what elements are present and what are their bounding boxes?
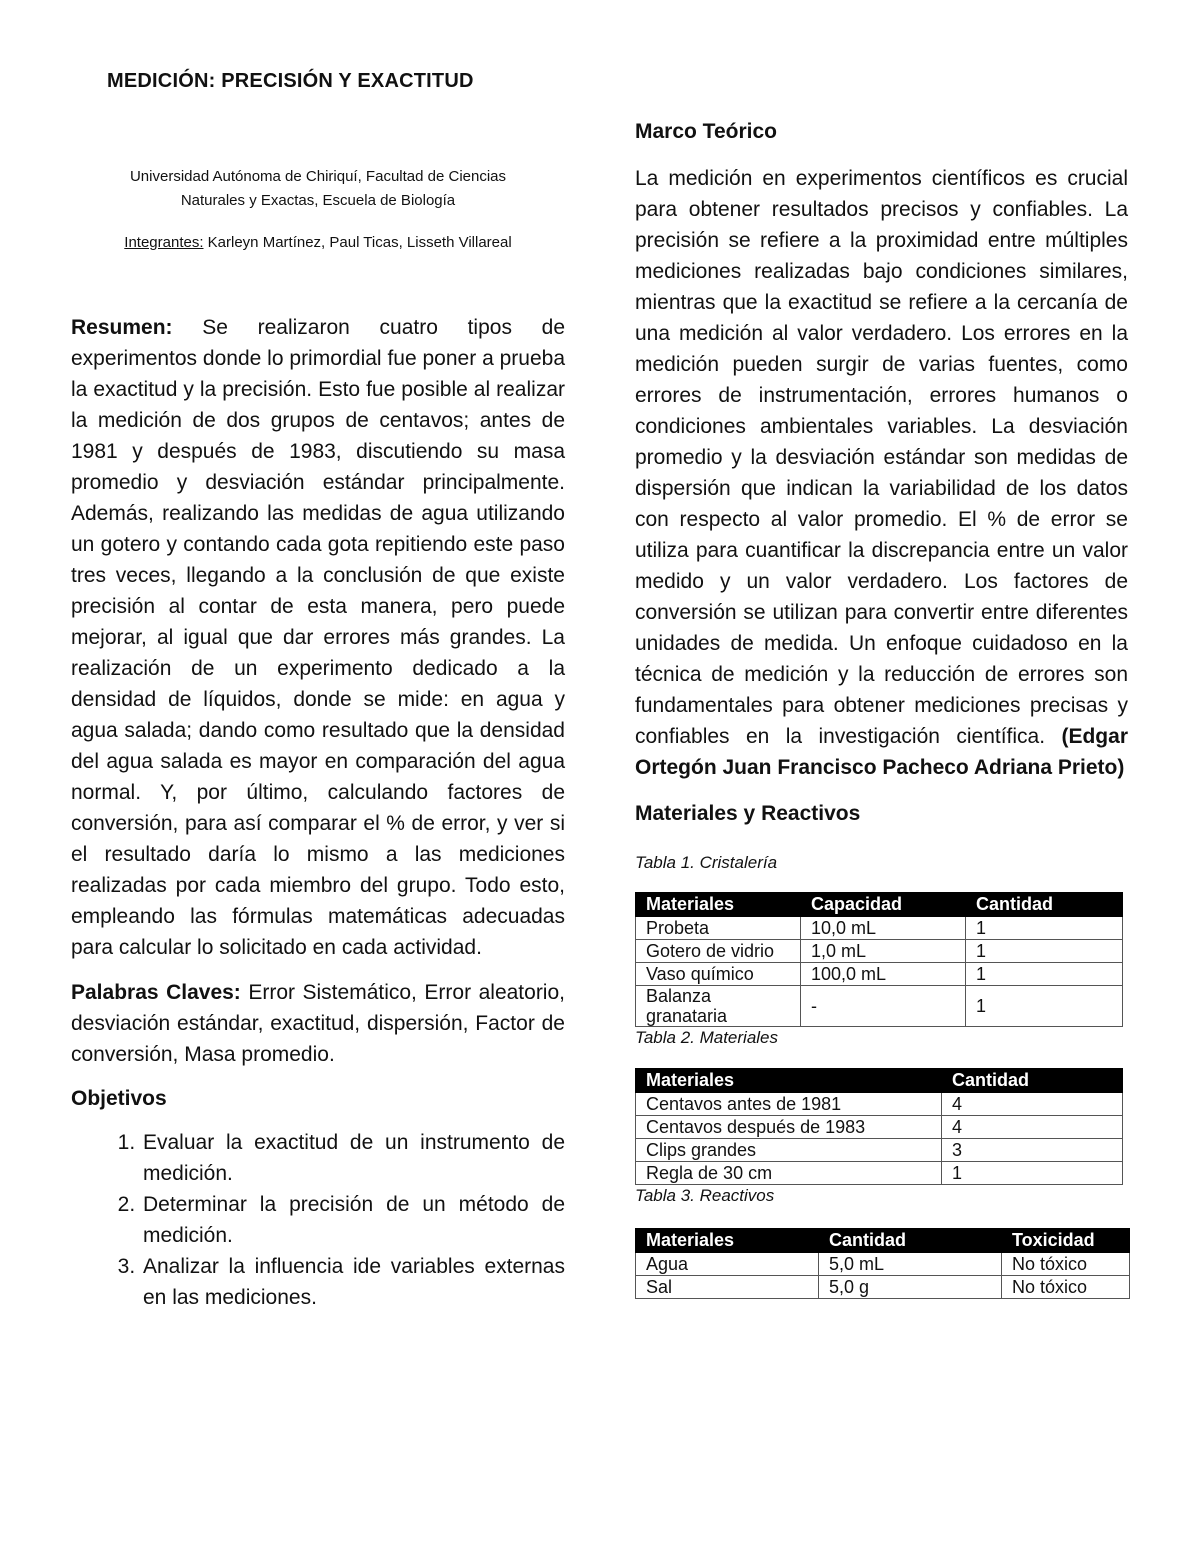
table1-caption: Tabla 1. Cristalería <box>635 853 778 872</box>
table-row <box>636 963 1123 986</box>
table-row <box>636 940 1123 963</box>
objectives-heading: Objetivos <box>71 1087 167 1110</box>
abstract-text: Se realizaron cuatro tipos de experimentos donde lo primordial fue poner a prueba la exactitud y la precisión. Esto fue posible al realizar la medición de dos grupos de centavos; antes de 1981 y después de 1983, discutiendo su masa promedio y desviación estándar principalmente. Además, realizando las medidas de agua utilizando un gotero y contando cada gota repitiendo este paso tres veces, llegando a la conclusión de que existe precisión al contar de esta manera, pero puede mejorar, al igual que dar errores más grandes. La realización de un experimento dedicado a la densidad de líquidos, donde se mide: en agua y agua salada; dando como resultado que la densidad del agua salada es mayor en comparación del agua normal. Y, por último, calculando factores de conversión, para así comparar el % de error, y ver si el resultado daría lo mismo a las mediciones realizadas por cada miembro del grupo. Todo esto, empleando las fórmulas matemáticas adecuadas para calcular lo solicitado en cada actividad. <box>71 316 565 959</box>
table-cell: 4 <box>942 1116 1123 1139</box>
table-cell: Probeta <box>636 917 801 940</box>
theory-text <box>635 163 1128 783</box>
table-cell: Agua <box>636 1253 819 1276</box>
table-cell: 1 <box>966 986 1123 1027</box>
theory-heading: Marco Teórico <box>635 120 777 143</box>
affiliation-line-2: Naturales y Exactas, Escuela de Biología <box>180 192 456 209</box>
table-cell: 4 <box>942 1093 1123 1116</box>
paper-title: MEDICIÓN: PRECISIÓN Y EXACTITUD <box>107 70 474 92</box>
table-row <box>636 986 1123 1027</box>
table-header: Capacidad <box>801 893 966 917</box>
materials-table <box>635 1068 1123 1185</box>
table-header-row <box>636 893 1123 917</box>
table-cell: No tóxico <box>1002 1276 1130 1299</box>
abstract-label: Resumen: <box>71 316 173 339</box>
table-cell: Centavos antes de 1981 <box>636 1093 942 1116</box>
table-header: Materiales <box>636 1069 942 1093</box>
objectives-list <box>71 1127 565 1313</box>
objective-item: 2. Determinar la precisión de un método de medición. <box>141 1189 565 1251</box>
table-row <box>636 1116 1123 1139</box>
table-cell: 10,0 mL <box>801 917 966 940</box>
table3-caption: Tabla 3. Reactivos <box>635 1186 775 1205</box>
members-label: Integrantes: <box>124 234 204 251</box>
table-header: Toxicidad <box>1002 1229 1130 1253</box>
affiliation-line-1: Universidad Autónoma de Chiriquí, Facultad de Ciencias <box>129 168 507 185</box>
reagents-table <box>635 1228 1130 1299</box>
table-cell: Gotero de vidrio <box>636 940 801 963</box>
table-row <box>636 917 1123 940</box>
abstract <box>71 312 565 963</box>
table-cell: 5,0 mL <box>819 1253 1002 1276</box>
members-line <box>71 234 565 251</box>
table-header: Materiales <box>636 893 801 917</box>
table-row <box>636 1093 1123 1116</box>
table-cell: Sal <box>636 1276 819 1299</box>
table-header: Materiales <box>636 1229 819 1253</box>
table-cell: 1,0 mL <box>801 940 966 963</box>
table-cell: Regla de 30 cm <box>636 1162 942 1185</box>
table-cell: 100,0 mL <box>801 963 966 986</box>
table-cell: 1 <box>966 963 1123 986</box>
glassware-table <box>635 892 1123 1027</box>
table-cell: 1 <box>966 917 1123 940</box>
table-cell: - <box>801 986 966 1027</box>
table-row <box>636 1162 1123 1185</box>
table-row <box>636 1139 1123 1162</box>
table-cell: 1 <box>942 1162 1123 1185</box>
affiliation <box>71 165 565 213</box>
table-cell: 1 <box>966 940 1123 963</box>
table-cell: 5,0 g <box>819 1276 1002 1299</box>
left-column <box>71 70 565 1313</box>
table-header: Cantidad <box>942 1069 1123 1093</box>
table-row <box>636 1253 1130 1276</box>
members-names: Karleyn Martínez, Paul Ticas, Lisseth Villareal <box>203 234 512 251</box>
table-cell: 3 <box>942 1139 1123 1162</box>
table-header: Cantidad <box>966 893 1123 917</box>
theory-body: La medición en experimentos científicos es crucial para obtener resultados precisos y confiables. La precisión se refiere a la proximidad entre múltiples mediciones realizadas bajo condiciones similares, mientras que la exactitud se refiere a la cercanía de una medición al valor verdadero. Los errores en la medición pueden surgir de varias fuentes, como errores de instrumentación, errores humanos o condiciones ambientales variables. La desviación promedio y la desviación estándar son medidas de dispersión que indican la variabilidad de los datos con respecto al valor promedio. El % de error se utiliza para cuantificar la discrepancia entre un valor medido y un valor verdadero. Los factores de conversión se utilizan para convertir entre diferentes unidades de medida. Un enfoque cuidadoso en la técnica de medición y la reducción de errores son fundamentales para obtener mediciones precisas y confiables en la investigación científica. <box>635 167 1128 748</box>
keywords <box>71 977 565 1070</box>
table-row <box>636 1276 1130 1299</box>
table2-caption: Tabla 2. Materiales <box>635 1028 779 1047</box>
table-header-row <box>636 1229 1130 1253</box>
table-cell: Centavos después de 1983 <box>636 1116 942 1139</box>
table-cell: No tóxico <box>1002 1253 1130 1276</box>
materials-heading: Materiales y Reactivos <box>635 802 861 825</box>
table-header: Cantidad <box>819 1229 1002 1253</box>
objective-item: 1. Evaluar la exactitud de un instrumento de medición. <box>141 1127 565 1189</box>
keywords-label: Palabras Claves: <box>71 981 241 1004</box>
table-header-row <box>636 1069 1123 1093</box>
right-column <box>635 116 1128 1299</box>
table-cell: Vaso químico <box>636 963 801 986</box>
table-cell: Clips grandes <box>636 1139 942 1162</box>
theory-citation: (Edgar Ortegón Juan Francisco Pacheco Adriana Prieto) <box>635 725 1128 779</box>
table-cell: Balanza granataria <box>636 986 801 1027</box>
keywords-text: Error Sistemático, Error aleatorio, desviación estándar, exactitud, dispersión, Factor de conversión, Masa promedio. <box>71 981 565 1066</box>
objective-item: 3. Analizar la influencia ide variables externas en las mediciones. <box>141 1251 565 1313</box>
